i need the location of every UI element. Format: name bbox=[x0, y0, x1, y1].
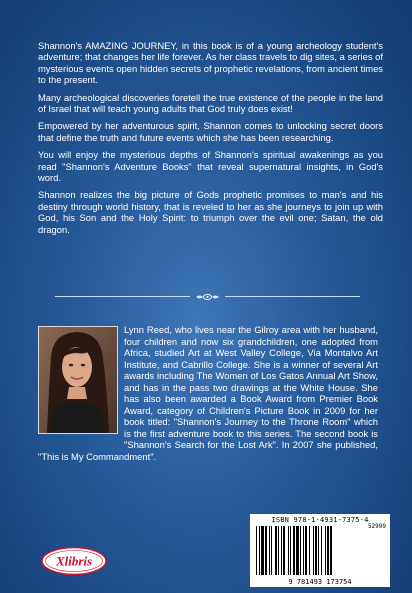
blurb-paragraph-5: Shannon realizes the big picture of Gods prophetic promises to man's and his destiny through world history, that is reveled to her as she journeys to join up with God, his Son and the Holy Spirit: to triumph over the evil one; Satan, the old dragon. bbox=[38, 189, 383, 235]
isbn-barcode bbox=[250, 514, 390, 587]
barcode-bar bbox=[305, 526, 307, 575]
barcode-bar bbox=[281, 526, 282, 575]
barcode-bar bbox=[283, 526, 285, 575]
barcode-bar bbox=[271, 526, 272, 575]
barcode-bar bbox=[330, 526, 332, 575]
barcode-bars bbox=[256, 526, 360, 575]
barcode-bar bbox=[293, 526, 295, 575]
barcode-bar bbox=[259, 526, 260, 575]
ornamental-divider bbox=[55, 293, 360, 301]
barcode-bar bbox=[278, 526, 279, 575]
blurb-paragraph-4: You will enjoy the mysterious depths of Shannon's spiritual awakenings as you read "Shannon's Adventure Books" that reveal supernatural insights, in God's word. bbox=[38, 149, 383, 184]
barcode-bar bbox=[261, 526, 264, 575]
barcode-bar bbox=[269, 526, 270, 575]
barcode-bar bbox=[313, 526, 314, 575]
blurb bbox=[38, 40, 383, 241]
barcode-bar bbox=[256, 526, 257, 575]
barcode-bar bbox=[321, 526, 322, 575]
barcode-bar bbox=[309, 526, 310, 575]
barcode-bar bbox=[265, 526, 267, 575]
barcode-bar bbox=[300, 526, 301, 575]
blurb-paragraph-3: Empowered by her adventurous spirit, Shannon comes to unlocking secret doors that define the truth and future events which she has been researching. bbox=[38, 120, 383, 143]
barcode-bar bbox=[315, 526, 317, 575]
barcode-bar bbox=[288, 526, 289, 575]
divider-line-left bbox=[55, 296, 190, 297]
publisher-logo-text: Xlibris bbox=[55, 553, 93, 569]
divider-line-right bbox=[225, 296, 360, 297]
isbn-label: ISBN 978-1-4931-7375-4 bbox=[271, 516, 369, 524]
isbn-addon: 52999 bbox=[367, 523, 386, 530]
barcode-bar bbox=[275, 526, 277, 575]
barcode-bar bbox=[327, 526, 329, 575]
blurb-paragraph-2: Many archeological discoveries foretell the true existence of the people in the land of Israel that will teach young adults that God truly does exist! bbox=[38, 91, 383, 115]
barcode-bar bbox=[325, 526, 326, 575]
blurb-paragraph-1: Shannon's AMAZING JOURNEY, in this book is of a young archeology student's adventure; that changes her life forever. As her class travels to dig sites, a series of mysterious events open hidden secrets of prophetic revelations, from ancient times to the present. bbox=[38, 40, 383, 86]
ornament-icon bbox=[195, 293, 220, 301]
xlibris-logo bbox=[41, 546, 107, 576]
barcode-bar bbox=[290, 526, 291, 575]
author-bio-text: Lynn Reed, who lives near the Gilroy area with her husband, four children and now six grandchildren, one adopted from Africa, studied Art at West Valley College, Via Montalvo Art Institute, and Cabrillo College. She is a winner of several Art awards including The Women of Los Gatos Annual Art Show, and has in the pass two drawings at the White House. She has also been awarded a Book Award from Premier Book Award, category of Children's Picture Book in 2009 for her book titled: "Shannon's Journey to the Throne Room" which is the first adventure book to this series. The second book is "Shannon's Search for the Lost Ark". In 2007 she published, "This is My Commandment". bbox=[38, 324, 378, 462]
barcode-bar bbox=[303, 526, 304, 575]
author-bio bbox=[38, 324, 378, 462]
barcode-bar bbox=[296, 526, 299, 575]
isbn-number: 9 781493 173754 bbox=[288, 578, 352, 586]
barcode-bar bbox=[318, 526, 319, 575]
